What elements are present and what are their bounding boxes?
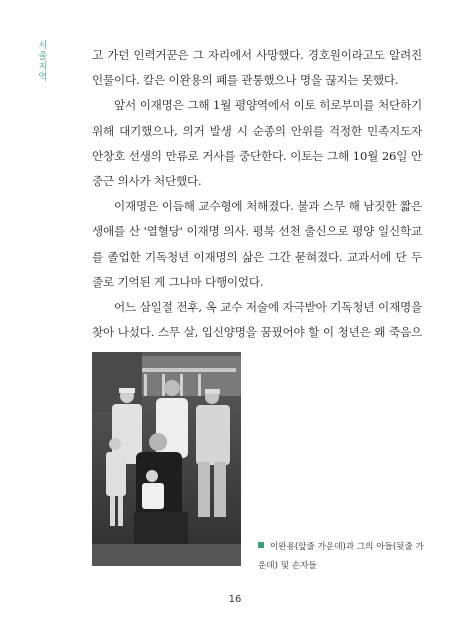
paragraph: 이재명은 이듬해 교수형에 처해졌다. 불과 스무 해 남짓한 짧은 생애를 산 '열혈당' 이재명 의사. 평북 선천 출신으로 평양 일신학교를 졸업한 기독청년 이재명의 삶은 그간 묻혀졌다. 교과서에 단 두 줄로 기억된 게 그나마 다행이었다. (92, 199, 422, 289)
caption-marker-icon (258, 542, 264, 548)
paragraph: 고 가던 인력거꾼은 그 자리에서 사망했다. 경호원이라고도 알려진 인물이다. 칼은 이완용의 폐를 관통했으나 명을 끊지는 못했다. (92, 48, 422, 88)
paragraph: 앞서 이재명은 그해 1월 평양역에서 이토 히로부미를 처단하기 위해 대기했으나, 의거 발생 시 순종의 안위를 걱정한 민족지도자 안창호 선생의 만류로 거사를 중단한다. 이토는 그해 10월 26일 안중근 의사가 처단했다. (92, 98, 422, 189)
photo-caption (258, 538, 428, 576)
caption-text: 이완용(앞줄 가운데)과 그의 아들(뒷줄 가운데) 및 손자들 (258, 542, 424, 571)
section-label: 서울지역 (36, 40, 47, 82)
page-number: 16 (228, 594, 242, 605)
body-text (92, 43, 422, 371)
historical-family-photo (92, 352, 241, 566)
paragraph: 어느 삼일절 전후, 옥 교수 저술에 자극받아 기독청년 이재명을 찾아 나섰다. 스무 살, 입신양명을 꿈꿨어야 할 이 청년은 왜 죽음으 (92, 300, 422, 340)
